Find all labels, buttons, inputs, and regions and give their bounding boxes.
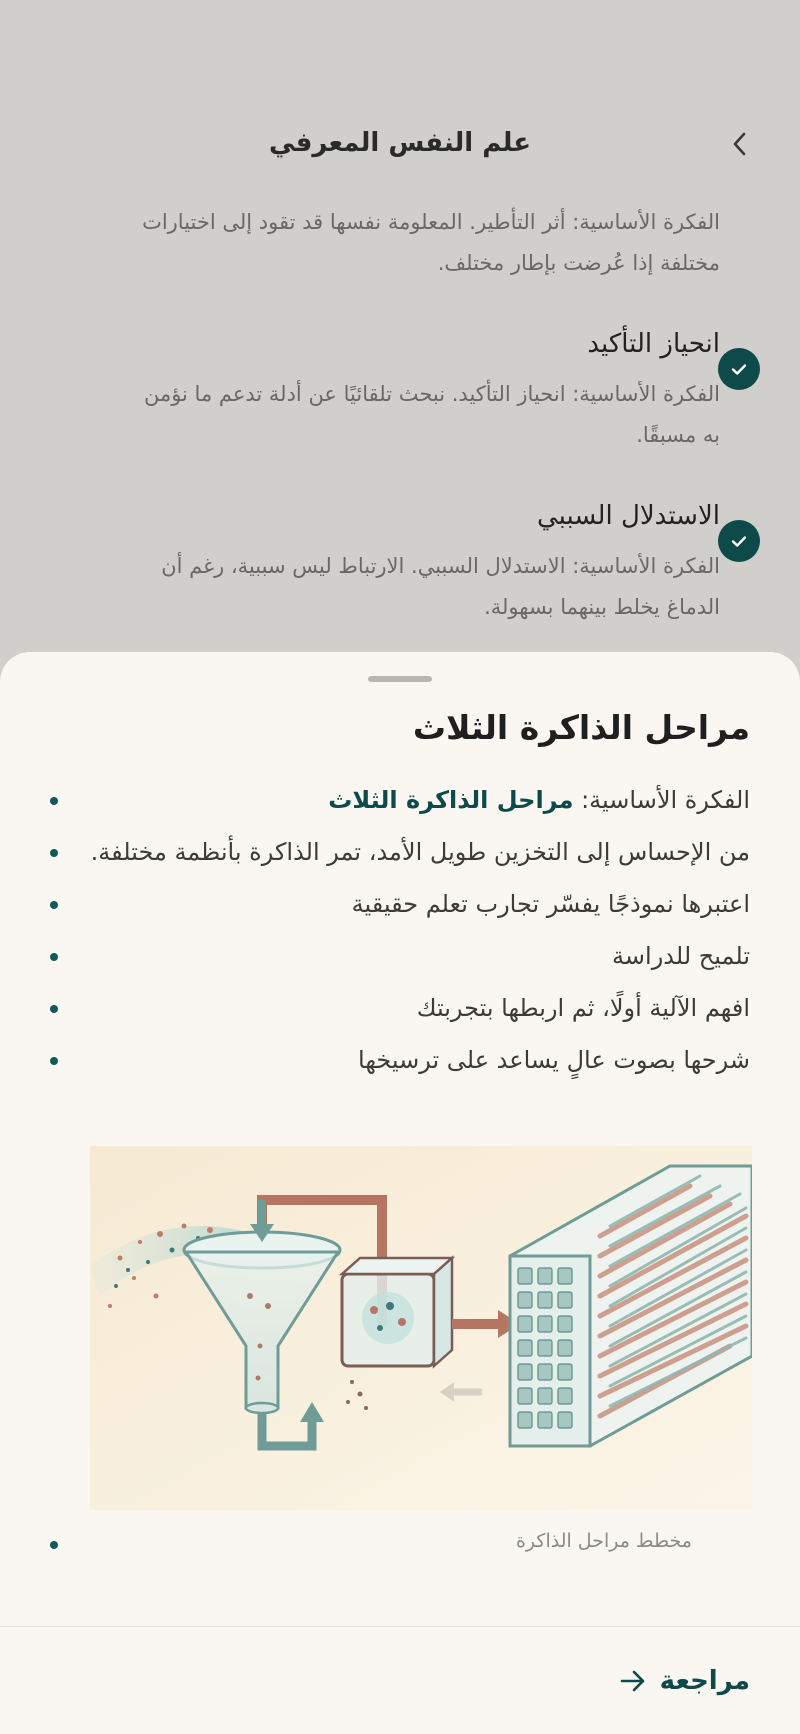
bullet-dot bbox=[50, 1057, 58, 1065]
core-idea-highlight: مراحل الذاكرة الثلاث bbox=[328, 786, 574, 814]
bullet-dot bbox=[50, 1541, 58, 1549]
list-item bbox=[50, 882, 750, 926]
check-icon bbox=[718, 348, 760, 390]
list-item bbox=[50, 778, 750, 822]
chevron-right-icon bbox=[729, 130, 751, 158]
list-item-description: الفكرة الأساسية: الاستدلال السببي. الارتباط ليس سببية، رغم أن الدماغ يخلط بينهما بسهولة. bbox=[161, 554, 720, 619]
list-item bbox=[50, 934, 750, 978]
review-button[interactable] bbox=[620, 1656, 750, 1706]
bullet-text: افهم الآلية أولًا، ثم اربطها بتجربتك bbox=[416, 994, 750, 1022]
image-caption-row bbox=[50, 1530, 750, 1560]
bullet-text: من الإحساس إلى التخزين طويل الأمد، تمر الذاكرة بأنظمة مختلفة. bbox=[90, 838, 750, 866]
list-item[interactable] bbox=[0, 498, 800, 670]
list-item bbox=[50, 1038, 750, 1082]
page-title: علم النفس المعرفي bbox=[269, 128, 531, 158]
list-item bbox=[50, 986, 750, 1030]
list-item-title: الاستدلال السببي bbox=[536, 501, 720, 531]
bullet-text: اعتبرها نموذجًا يفسّر تجارب تعلم حقيقية bbox=[351, 890, 750, 918]
image-caption: مخطط مراحل الذاكرة bbox=[515, 1530, 692, 1552]
arrow-icon bbox=[620, 1670, 646, 1692]
memory-stages-illustration bbox=[90, 1146, 752, 1510]
bullet-dot bbox=[50, 1005, 58, 1013]
list-item-description: الفكرة الأساسية: انحياز التأكيد. نبحث تلقائيًا عن أدلة تدعم ما نؤمن به مسبقًا. bbox=[143, 382, 720, 447]
bullet-list bbox=[50, 778, 750, 1090]
list-item bbox=[50, 830, 750, 874]
lesson-list bbox=[0, 170, 800, 670]
bullet-text: تلميح للدراسة bbox=[612, 942, 750, 970]
back-button[interactable] bbox=[722, 126, 758, 162]
list-item-title: انحياز التأكيد bbox=[587, 329, 720, 359]
bullet-dot bbox=[50, 797, 58, 805]
check-icon bbox=[718, 520, 760, 562]
sheet-drag-handle[interactable] bbox=[368, 676, 432, 682]
list-item-description: الفكرة الأساسية: أثر التأطير. المعلومة نفسها قد تقود إلى اختيارات مختلفة إذا عُرضت بإطار مختلف. bbox=[142, 210, 720, 275]
bullet-text: شرحها بصوت عالٍ يساعد على ترسيخها bbox=[358, 1046, 750, 1074]
bullet-dot bbox=[50, 901, 58, 909]
top-bar bbox=[0, 0, 800, 200]
sheet-title: مراحل الذاكرة الثلاث bbox=[412, 708, 750, 747]
review-label: مراجعة bbox=[659, 1666, 750, 1696]
bullet-dot bbox=[50, 953, 58, 961]
list-item[interactable] bbox=[0, 326, 800, 498]
bottom-sheet bbox=[0, 652, 800, 1734]
divider bbox=[0, 1626, 800, 1627]
bullet-dot bbox=[50, 849, 58, 857]
core-idea-prefix: الفكرة الأساسية: bbox=[573, 786, 750, 814]
